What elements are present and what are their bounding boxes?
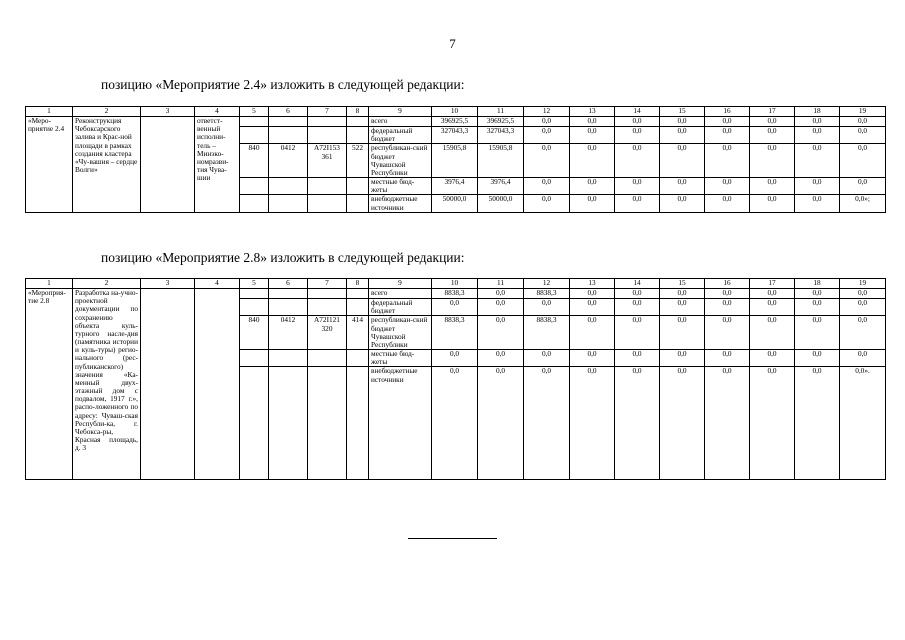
value-cell: 0,0 [615, 367, 660, 480]
funding-source-cell: местные бюд-жеты [369, 178, 432, 195]
column-number-header: 18 [795, 107, 840, 117]
budget-code-cell [269, 178, 308, 195]
column-number-header: 9 [369, 107, 432, 117]
page-number: 7 [449, 36, 456, 51]
funding-source-cell: местные бюд-жеты [369, 350, 432, 367]
value-cell: 0,0 [432, 350, 478, 367]
value-cell: 0,0 [705, 350, 750, 367]
participant-cell [141, 117, 195, 213]
value-cell: 0,0 [478, 350, 524, 367]
measure-name-cell: Разработка на-учно-проектной документации по сохранению объекта куль-турного насле-дия (памятника истории и куль-туры) регио-нального (рес-публиканского) значения «Ка-менный двух-этажный дом с подвалом, 1917 г.», распо-ложенного по адресу: Чуваш-ская Республи-ка, г. Чебокса-ры, Красная площадь, д. 3 [73, 289, 141, 480]
value-cell: 0,0 [570, 367, 615, 480]
funding-source-cell: республикан-ский бюджет Чувашской Республики [369, 144, 432, 178]
budget-code-cell: 414 [347, 316, 369, 350]
budget-code-cell [347, 127, 369, 144]
value-cell: 0,0 [478, 316, 524, 350]
value-cell: 0,0 [570, 316, 615, 350]
budget-code-cell [269, 367, 308, 480]
value-cell: 0,0 [705, 117, 750, 127]
column-number-header: 3 [141, 107, 195, 117]
value-cell: 0,0 [570, 178, 615, 195]
value-cell: 0,0 [795, 367, 840, 480]
measure-2-4-table [25, 106, 886, 213]
value-cell: 0,0 [660, 178, 705, 195]
column-number-header: 7 [308, 279, 347, 289]
value-cell: 0,0 [524, 127, 570, 144]
column-number-header: 11 [478, 279, 524, 289]
value-cell: 0,0 [615, 178, 660, 195]
column-number-header: 4 [195, 107, 240, 117]
column-number-header: 3 [141, 279, 195, 289]
value-cell: 0,0 [750, 316, 795, 350]
budget-code-cell [347, 178, 369, 195]
budget-code-cell: 0412 [269, 144, 308, 178]
budget-code-cell: A72I153 361 [308, 144, 347, 178]
value-cell: 0,0 [660, 299, 705, 316]
column-number-header: 19 [840, 107, 886, 117]
value-cell: 0,0 [570, 144, 615, 178]
budget-code-cell [240, 367, 269, 480]
value-cell: 0,0 [660, 195, 705, 212]
value-cell: 0,0 [524, 299, 570, 316]
budget-code-cell [240, 195, 269, 212]
budget-code-cell [308, 350, 347, 367]
budget-code-cell [308, 195, 347, 212]
budget-code-cell [347, 289, 369, 299]
column-number-header: 19 [840, 279, 886, 289]
value-cell: 0,0 [795, 178, 840, 195]
column-number-header: 1 [26, 107, 73, 117]
column-number-header: 6 [269, 279, 308, 289]
value-cell: 50000,0 [432, 195, 478, 212]
value-cell: 0,0 [615, 299, 660, 316]
column-number-header: 10 [432, 279, 478, 289]
value-cell: 0,0 [795, 117, 840, 127]
value-cell: 0,0»; [840, 195, 886, 212]
header-row [26, 107, 886, 117]
budget-code-cell [269, 127, 308, 144]
value-cell: 327043,3 [432, 127, 478, 144]
column-number-header: 16 [705, 279, 750, 289]
value-cell: 8838,3 [524, 316, 570, 350]
budget-code-cell [308, 299, 347, 316]
value-cell: 0,0 [524, 178, 570, 195]
budget-code-cell: 522 [347, 144, 369, 178]
budget-code-cell [240, 350, 269, 367]
value-cell: 0,0 [750, 144, 795, 178]
value-cell: 0,0 [615, 127, 660, 144]
value-cell: 0,0 [615, 289, 660, 299]
column-number-header: 12 [524, 279, 570, 289]
value-cell: 0,0 [795, 144, 840, 178]
value-cell: 0,0 [615, 144, 660, 178]
column-number-header: 7 [308, 107, 347, 117]
value-cell: 0,0 [660, 117, 705, 127]
column-number-header: 8 [347, 107, 369, 117]
value-cell: 0,0 [570, 299, 615, 316]
value-cell: 0,0». [840, 367, 886, 480]
column-number-header: 16 [705, 107, 750, 117]
column-number-header: 14 [615, 279, 660, 289]
column-number-header: 8 [347, 279, 369, 289]
budget-code-cell [269, 350, 308, 367]
value-cell: 0,0 [795, 350, 840, 367]
column-number-header: 14 [615, 107, 660, 117]
value-cell: 0,0 [570, 127, 615, 144]
value-cell: 0,0 [705, 144, 750, 178]
value-cell: 0,0 [615, 117, 660, 127]
value-cell: 0,0 [570, 117, 615, 127]
funding-source-cell: федеральный бюджет [369, 127, 432, 144]
budget-code-cell [240, 178, 269, 195]
value-cell: 8838,3 [432, 316, 478, 350]
funding-source-cell: всего [369, 117, 432, 127]
value-cell: 3976,4 [432, 178, 478, 195]
value-cell: 0,0 [660, 144, 705, 178]
value-cell: 0,0 [705, 178, 750, 195]
measure-number-cell: «Меро-приятие 2.4 [26, 117, 73, 213]
column-number-header: 1 [26, 279, 73, 289]
column-number-header: 15 [660, 279, 705, 289]
header-row [26, 279, 886, 289]
value-cell: 327043,3 [478, 127, 524, 144]
budget-code-cell [347, 350, 369, 367]
budget-code-cell [308, 289, 347, 299]
value-cell: 0,0 [840, 350, 886, 367]
budget-code-cell [308, 178, 347, 195]
value-cell: 3976,4 [478, 178, 524, 195]
funding-source-cell: всего [369, 289, 432, 299]
budget-code-cell: 0412 [269, 316, 308, 350]
executor-cell: ответст-венный исполни-тель – Минэко-номразви-тия Чува-шии [195, 117, 240, 213]
value-cell: 0,0 [615, 195, 660, 212]
budget-code-cell: A72I121 320 [308, 316, 347, 350]
value-cell: 0,0 [750, 367, 795, 480]
value-cell: 0,0 [524, 367, 570, 480]
value-cell: 0,0 [615, 316, 660, 350]
column-number-header: 4 [195, 279, 240, 289]
budget-code-cell [347, 367, 369, 480]
column-number-header: 5 [240, 279, 269, 289]
value-cell: 0,0 [570, 195, 615, 212]
value-cell: 0,0 [660, 316, 705, 350]
value-cell: 0,0 [524, 195, 570, 212]
column-number-header: 10 [432, 107, 478, 117]
measure-2-8-table [25, 278, 886, 480]
value-cell: 8838,3 [432, 289, 478, 299]
value-cell: 0,0 [524, 117, 570, 127]
value-cell: 0,0 [478, 367, 524, 480]
measure-name-cell: Реконструкция Чебоксарского залива и Крас-ной площади в рамках создания кластера «Чу-вашия – сердце Волги» [73, 117, 141, 213]
value-cell: 0,0 [660, 289, 705, 299]
value-cell: 0,0 [750, 117, 795, 127]
value-cell: 0,0 [524, 144, 570, 178]
value-cell: 0,0 [432, 367, 478, 480]
table-row [26, 117, 886, 127]
budget-code-cell [240, 299, 269, 316]
column-number-header: 15 [660, 107, 705, 117]
value-cell: 15905,8 [478, 144, 524, 178]
executor-cell [195, 289, 240, 480]
value-cell: 0,0 [795, 195, 840, 212]
budget-code-cell [347, 195, 369, 212]
value-cell: 0,0 [478, 289, 524, 299]
value-cell: 0,0 [750, 289, 795, 299]
participant-cell [141, 289, 195, 480]
budget-code-cell: 840 [240, 144, 269, 178]
value-cell: 0,0 [705, 127, 750, 144]
column-number-header: 13 [570, 107, 615, 117]
table-row [26, 289, 886, 299]
column-number-header: 12 [524, 107, 570, 117]
value-cell: 0,0 [840, 144, 886, 178]
value-cell: 15905,8 [432, 144, 478, 178]
value-cell: 8838,3 [524, 289, 570, 299]
value-cell: 0,0 [660, 350, 705, 367]
budget-code-cell [240, 289, 269, 299]
budget-code-cell [347, 117, 369, 127]
column-number-header: 6 [269, 107, 308, 117]
column-number-header: 13 [570, 279, 615, 289]
column-number-header: 5 [240, 107, 269, 117]
column-number-header: 2 [73, 107, 141, 117]
funding-source-cell: республикан-ский бюджет Чувашской Республики [369, 316, 432, 350]
column-number-header: 2 [73, 279, 141, 289]
value-cell: 0,0 [705, 195, 750, 212]
column-number-header: 11 [478, 107, 524, 117]
value-cell: 0,0 [750, 195, 795, 212]
funding-source-cell: внебюджетные источники [369, 195, 432, 212]
value-cell: 0,0 [750, 350, 795, 367]
budget-code-cell [347, 299, 369, 316]
value-cell: 0,0 [795, 316, 840, 350]
value-cell: 0,0 [705, 367, 750, 480]
value-cell: 0,0 [840, 117, 886, 127]
funding-source-cell: федеральный бюджет [369, 299, 432, 316]
value-cell: 0,0 [570, 350, 615, 367]
value-cell: 0,0 [750, 299, 795, 316]
value-cell: 396925,5 [478, 117, 524, 127]
budget-code-cell: 840 [240, 316, 269, 350]
measure-number-cell: «Мероприя-тие 2.8 [26, 289, 73, 480]
value-cell: 0,0 [660, 367, 705, 480]
budget-code-cell [308, 127, 347, 144]
value-cell: 0,0 [750, 127, 795, 144]
value-cell: 0,0 [524, 350, 570, 367]
value-cell: 0,0 [840, 289, 886, 299]
column-number-header: 9 [369, 279, 432, 289]
value-cell: 0,0 [705, 289, 750, 299]
value-cell: 0,0 [570, 289, 615, 299]
column-number-header: 17 [750, 107, 795, 117]
column-number-header: 18 [795, 279, 840, 289]
heading-measure-2-8: позицию «Мероприятие 2.8» изложить в следующей редакции: [101, 250, 465, 265]
value-cell: 0,0 [840, 127, 886, 144]
funding-source-cell: внебюджетные источники [369, 367, 432, 480]
value-cell: 0,0 [840, 316, 886, 350]
value-cell: 0,0 [840, 178, 886, 195]
budget-code-cell [269, 289, 308, 299]
value-cell: 0,0 [660, 127, 705, 144]
value-cell: 0,0 [795, 127, 840, 144]
budget-code-cell [308, 367, 347, 480]
footer-rule [408, 538, 497, 539]
budget-code-cell [269, 117, 308, 127]
value-cell: 0,0 [432, 299, 478, 316]
value-cell: 0,0 [795, 299, 840, 316]
budget-code-cell [269, 299, 308, 316]
budget-code-cell [308, 117, 347, 127]
column-number-header: 17 [750, 279, 795, 289]
value-cell: 50000,0 [478, 195, 524, 212]
value-cell: 0,0 [795, 289, 840, 299]
value-cell: 0,0 [478, 299, 524, 316]
value-cell: 0,0 [615, 350, 660, 367]
budget-code-cell [240, 127, 269, 144]
budget-code-cell [269, 195, 308, 212]
heading-measure-2-4: позицию «Мероприятие 2.4» изложить в следующей редакции: [101, 77, 465, 92]
budget-code-cell [240, 117, 269, 127]
value-cell: 0,0 [750, 178, 795, 195]
value-cell: 0,0 [705, 316, 750, 350]
value-cell: 396925,5 [432, 117, 478, 127]
value-cell: 0,0 [840, 299, 886, 316]
value-cell: 0,0 [705, 299, 750, 316]
